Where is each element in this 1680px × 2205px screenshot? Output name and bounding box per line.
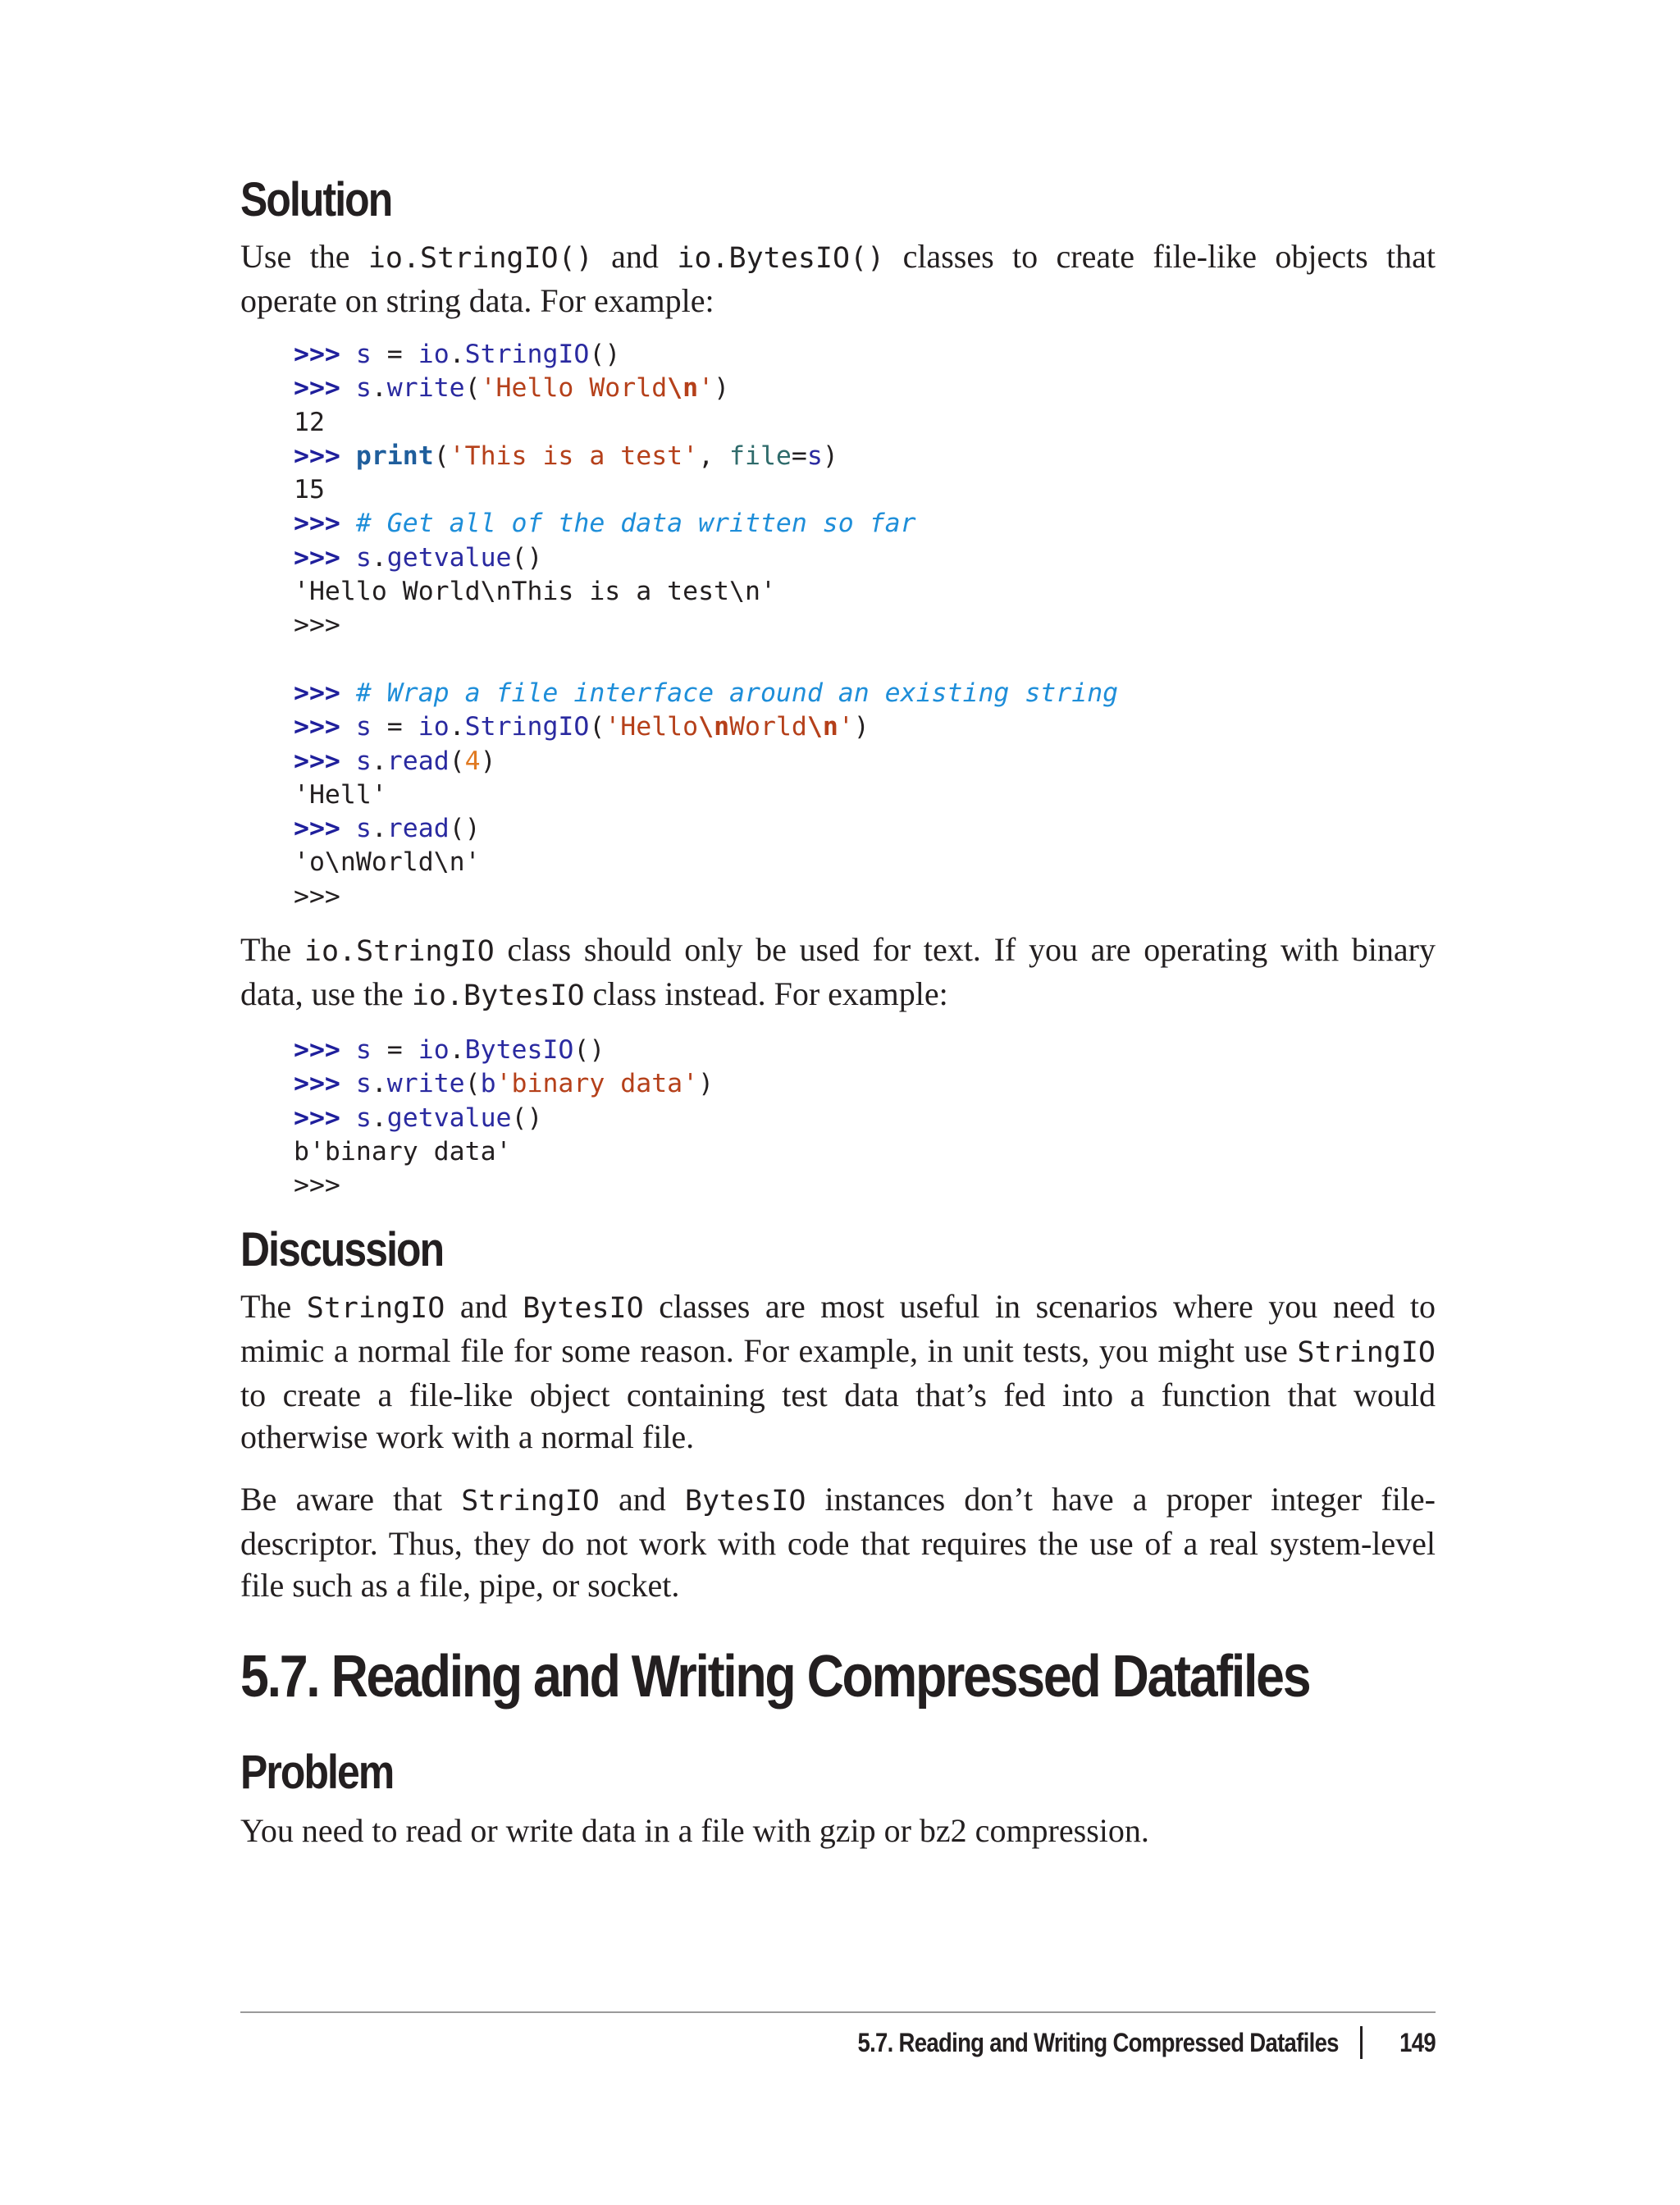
code-line xyxy=(294,440,1436,473)
code-token: read xyxy=(386,746,450,776)
code-token: io xyxy=(418,340,450,369)
code-token: >>> xyxy=(294,610,340,641)
code-line xyxy=(294,1102,1436,1135)
code-token: s xyxy=(806,441,823,471)
code-token: 'Hello World xyxy=(480,373,668,404)
code-token: World xyxy=(729,712,807,742)
code-token: s xyxy=(355,1102,372,1133)
code-line xyxy=(294,710,1436,744)
discussion-paragraph-1 xyxy=(240,1285,1436,1458)
code-token: s xyxy=(355,746,372,776)
code-line xyxy=(294,406,1436,440)
code-token: . xyxy=(371,1069,387,1099)
code-token: \n xyxy=(698,712,730,742)
code-token: >>> xyxy=(294,712,356,742)
code-token: ( xyxy=(589,712,605,742)
code-token: # Wrap a file interface around an existing string xyxy=(355,678,1119,708)
code-token: >>> xyxy=(294,340,356,369)
code-line xyxy=(294,507,1436,541)
code-token: io xyxy=(418,712,450,742)
code-token: s xyxy=(355,373,372,404)
code-token: file xyxy=(729,441,792,471)
code-token: ) xyxy=(714,373,730,404)
text-run: classes to create file-like objects that operate on string data. For example: xyxy=(240,238,1436,319)
footer-separator xyxy=(1360,2026,1363,2059)
code-token: # Get all of the data written so far xyxy=(355,509,916,539)
inline-code: StringIO xyxy=(306,1291,445,1325)
footer-rule xyxy=(240,2011,1436,2013)
code-token: . xyxy=(449,1035,465,1066)
page-content xyxy=(240,168,1436,1851)
code-token: >>> xyxy=(294,441,356,471)
code-token: s xyxy=(355,712,372,742)
code-line xyxy=(294,372,1436,405)
code-token: write xyxy=(386,1069,465,1099)
inline-code: BytesIO xyxy=(523,1291,644,1325)
code-token: >>> xyxy=(294,814,356,844)
code-token: () xyxy=(511,542,543,573)
text-run: classes are most useful in scenarios where you need to mimic a normal file for some reason. For example, in unit tests, you might use xyxy=(240,1287,1436,1369)
code-token: . xyxy=(371,746,387,776)
code-token: () xyxy=(589,340,621,369)
running-footer xyxy=(779,2025,1436,2061)
code-line xyxy=(294,880,1436,914)
code-line xyxy=(294,575,1436,609)
discussion-heading: Discussion xyxy=(240,1222,444,1276)
code-line xyxy=(294,609,1436,642)
code-line xyxy=(294,1169,1436,1203)
code-token: >>> xyxy=(294,542,356,573)
code-token: StringIO xyxy=(464,712,590,742)
inline-code: io.StringIO xyxy=(304,935,495,969)
text-run: The xyxy=(240,931,304,969)
code-token: ( xyxy=(433,441,450,471)
code-token: 15 xyxy=(294,475,325,505)
code-token: 'o\nWorld\n' xyxy=(294,847,481,878)
solution-intro xyxy=(240,235,1436,322)
code-line xyxy=(294,1135,1436,1169)
code-token: ( xyxy=(464,373,481,404)
code-token: s xyxy=(355,542,372,573)
code-line xyxy=(294,1034,1436,1067)
code-token: ( xyxy=(464,1069,481,1099)
code-line xyxy=(294,677,1436,710)
code-token: \n xyxy=(667,373,699,404)
code-token: io xyxy=(418,1035,450,1066)
inline-code: StringIO xyxy=(461,1484,600,1518)
code-block-bytesio-example xyxy=(294,1034,1436,1203)
code-token: 'Hell' xyxy=(294,779,387,810)
code-line xyxy=(294,745,1436,778)
code-token: StringIO xyxy=(464,340,590,369)
code-token: >>> xyxy=(294,746,356,776)
discussion-paragraph-2 xyxy=(240,1478,1436,1606)
code-token: = xyxy=(791,441,807,471)
text-run: class instead. For example: xyxy=(584,975,948,1013)
code-token: = xyxy=(371,340,418,369)
code-token: . xyxy=(449,340,465,369)
text-run: Use the xyxy=(240,238,368,275)
code-token: 'Hello World\nThis is a test\n' xyxy=(294,577,776,607)
code-token: () xyxy=(511,1102,543,1133)
code-token: s xyxy=(355,1035,372,1066)
code-token: >>> xyxy=(294,1102,356,1133)
inline-code: io.BytesIO xyxy=(411,979,585,1013)
code-token: , xyxy=(698,441,730,471)
code-token: ) xyxy=(480,746,496,776)
code-token: read xyxy=(386,814,450,844)
code-token: ' xyxy=(838,712,854,742)
code-token: . xyxy=(371,1102,387,1133)
code-token: . xyxy=(371,373,387,404)
inline-code: BytesIO xyxy=(684,1484,806,1518)
code-token: getvalue xyxy=(386,1102,512,1133)
text-run: and xyxy=(592,238,678,275)
text-run: and xyxy=(445,1287,523,1325)
page-number: 149 xyxy=(1399,2027,1436,2057)
code-token: >>> xyxy=(294,881,340,911)
footer-section-title: 5.7. Reading and Writing Compressed Datafiles xyxy=(857,2027,1339,2057)
code-token: 'Hello xyxy=(605,712,699,742)
code-block-stringio-example xyxy=(294,338,1436,914)
problem-heading: Problem xyxy=(240,1745,394,1799)
code-token: ) xyxy=(698,1069,714,1099)
code-token: () xyxy=(449,814,481,844)
code-token: >>> xyxy=(294,1171,340,1201)
code-token: ) xyxy=(822,441,838,471)
code-token: >>> xyxy=(294,373,356,404)
code-token: ( xyxy=(449,746,465,776)
code-line xyxy=(294,643,1436,677)
code-token: >>> xyxy=(294,1069,356,1099)
code-token: 12 xyxy=(294,407,325,437)
text-run: class should only be used for text. If you are operating with binary data, use the xyxy=(240,931,1436,1013)
code-token: = xyxy=(371,1035,418,1066)
code-token: . xyxy=(371,814,387,844)
code-token: = xyxy=(371,712,418,742)
inline-code: StringIO xyxy=(1297,1335,1436,1369)
code-token: ) xyxy=(853,712,870,742)
code-token: 'This is a test' xyxy=(449,441,699,471)
code-token: s xyxy=(355,1069,372,1099)
stringio-paragraph xyxy=(240,929,1436,1017)
inline-code: io.StringIO() xyxy=(368,242,593,275)
code-token: 'binary data' xyxy=(495,1069,699,1099)
code-token: . xyxy=(371,542,387,573)
text-run: Be aware that xyxy=(240,1480,462,1518)
problem-text: You need to read or write data in a file with gzip or bz2 compression. xyxy=(240,1811,1149,1849)
text-run: instances don’t have a proper integer file-descriptor. Thus, they do not work with code that requires the use of a real system-level file such as a file, pipe, or socket. xyxy=(240,1480,1436,1604)
solution-heading: Solution xyxy=(240,173,392,226)
text-run: to create a file-like object containing test data that’s fed into a function that would otherwise work with a normal file. xyxy=(240,1376,1436,1455)
code-token: getvalue xyxy=(386,542,512,573)
code-token: ' xyxy=(698,373,714,404)
code-line xyxy=(294,473,1436,507)
code-token: b xyxy=(480,1069,496,1099)
code-token: \n xyxy=(806,712,838,742)
text-run: and xyxy=(599,1480,685,1518)
code-token: >>> xyxy=(294,678,356,708)
code-token: () xyxy=(573,1035,605,1066)
text-run: The xyxy=(240,1287,307,1325)
code-line xyxy=(294,846,1436,879)
code-token: BytesIO xyxy=(464,1035,574,1066)
code-token: write xyxy=(386,373,465,404)
code-token: >>> xyxy=(294,509,356,539)
code-token: print xyxy=(355,441,434,471)
code-token: . xyxy=(449,712,465,742)
code-line xyxy=(294,1067,1436,1101)
code-line xyxy=(294,541,1436,575)
code-line xyxy=(294,338,1436,372)
code-token: s xyxy=(355,814,372,844)
code-token: 4 xyxy=(464,746,481,776)
code-token: b'binary data' xyxy=(294,1136,512,1166)
recipe-title: 5.7. Reading and Writing Compressed Datafiles xyxy=(240,1643,1310,1710)
code-token: s xyxy=(355,340,372,369)
code-token: >>> xyxy=(294,1035,356,1066)
code-line xyxy=(294,778,1436,812)
code-line xyxy=(294,812,1436,846)
inline-code: io.BytesIO() xyxy=(677,242,885,275)
